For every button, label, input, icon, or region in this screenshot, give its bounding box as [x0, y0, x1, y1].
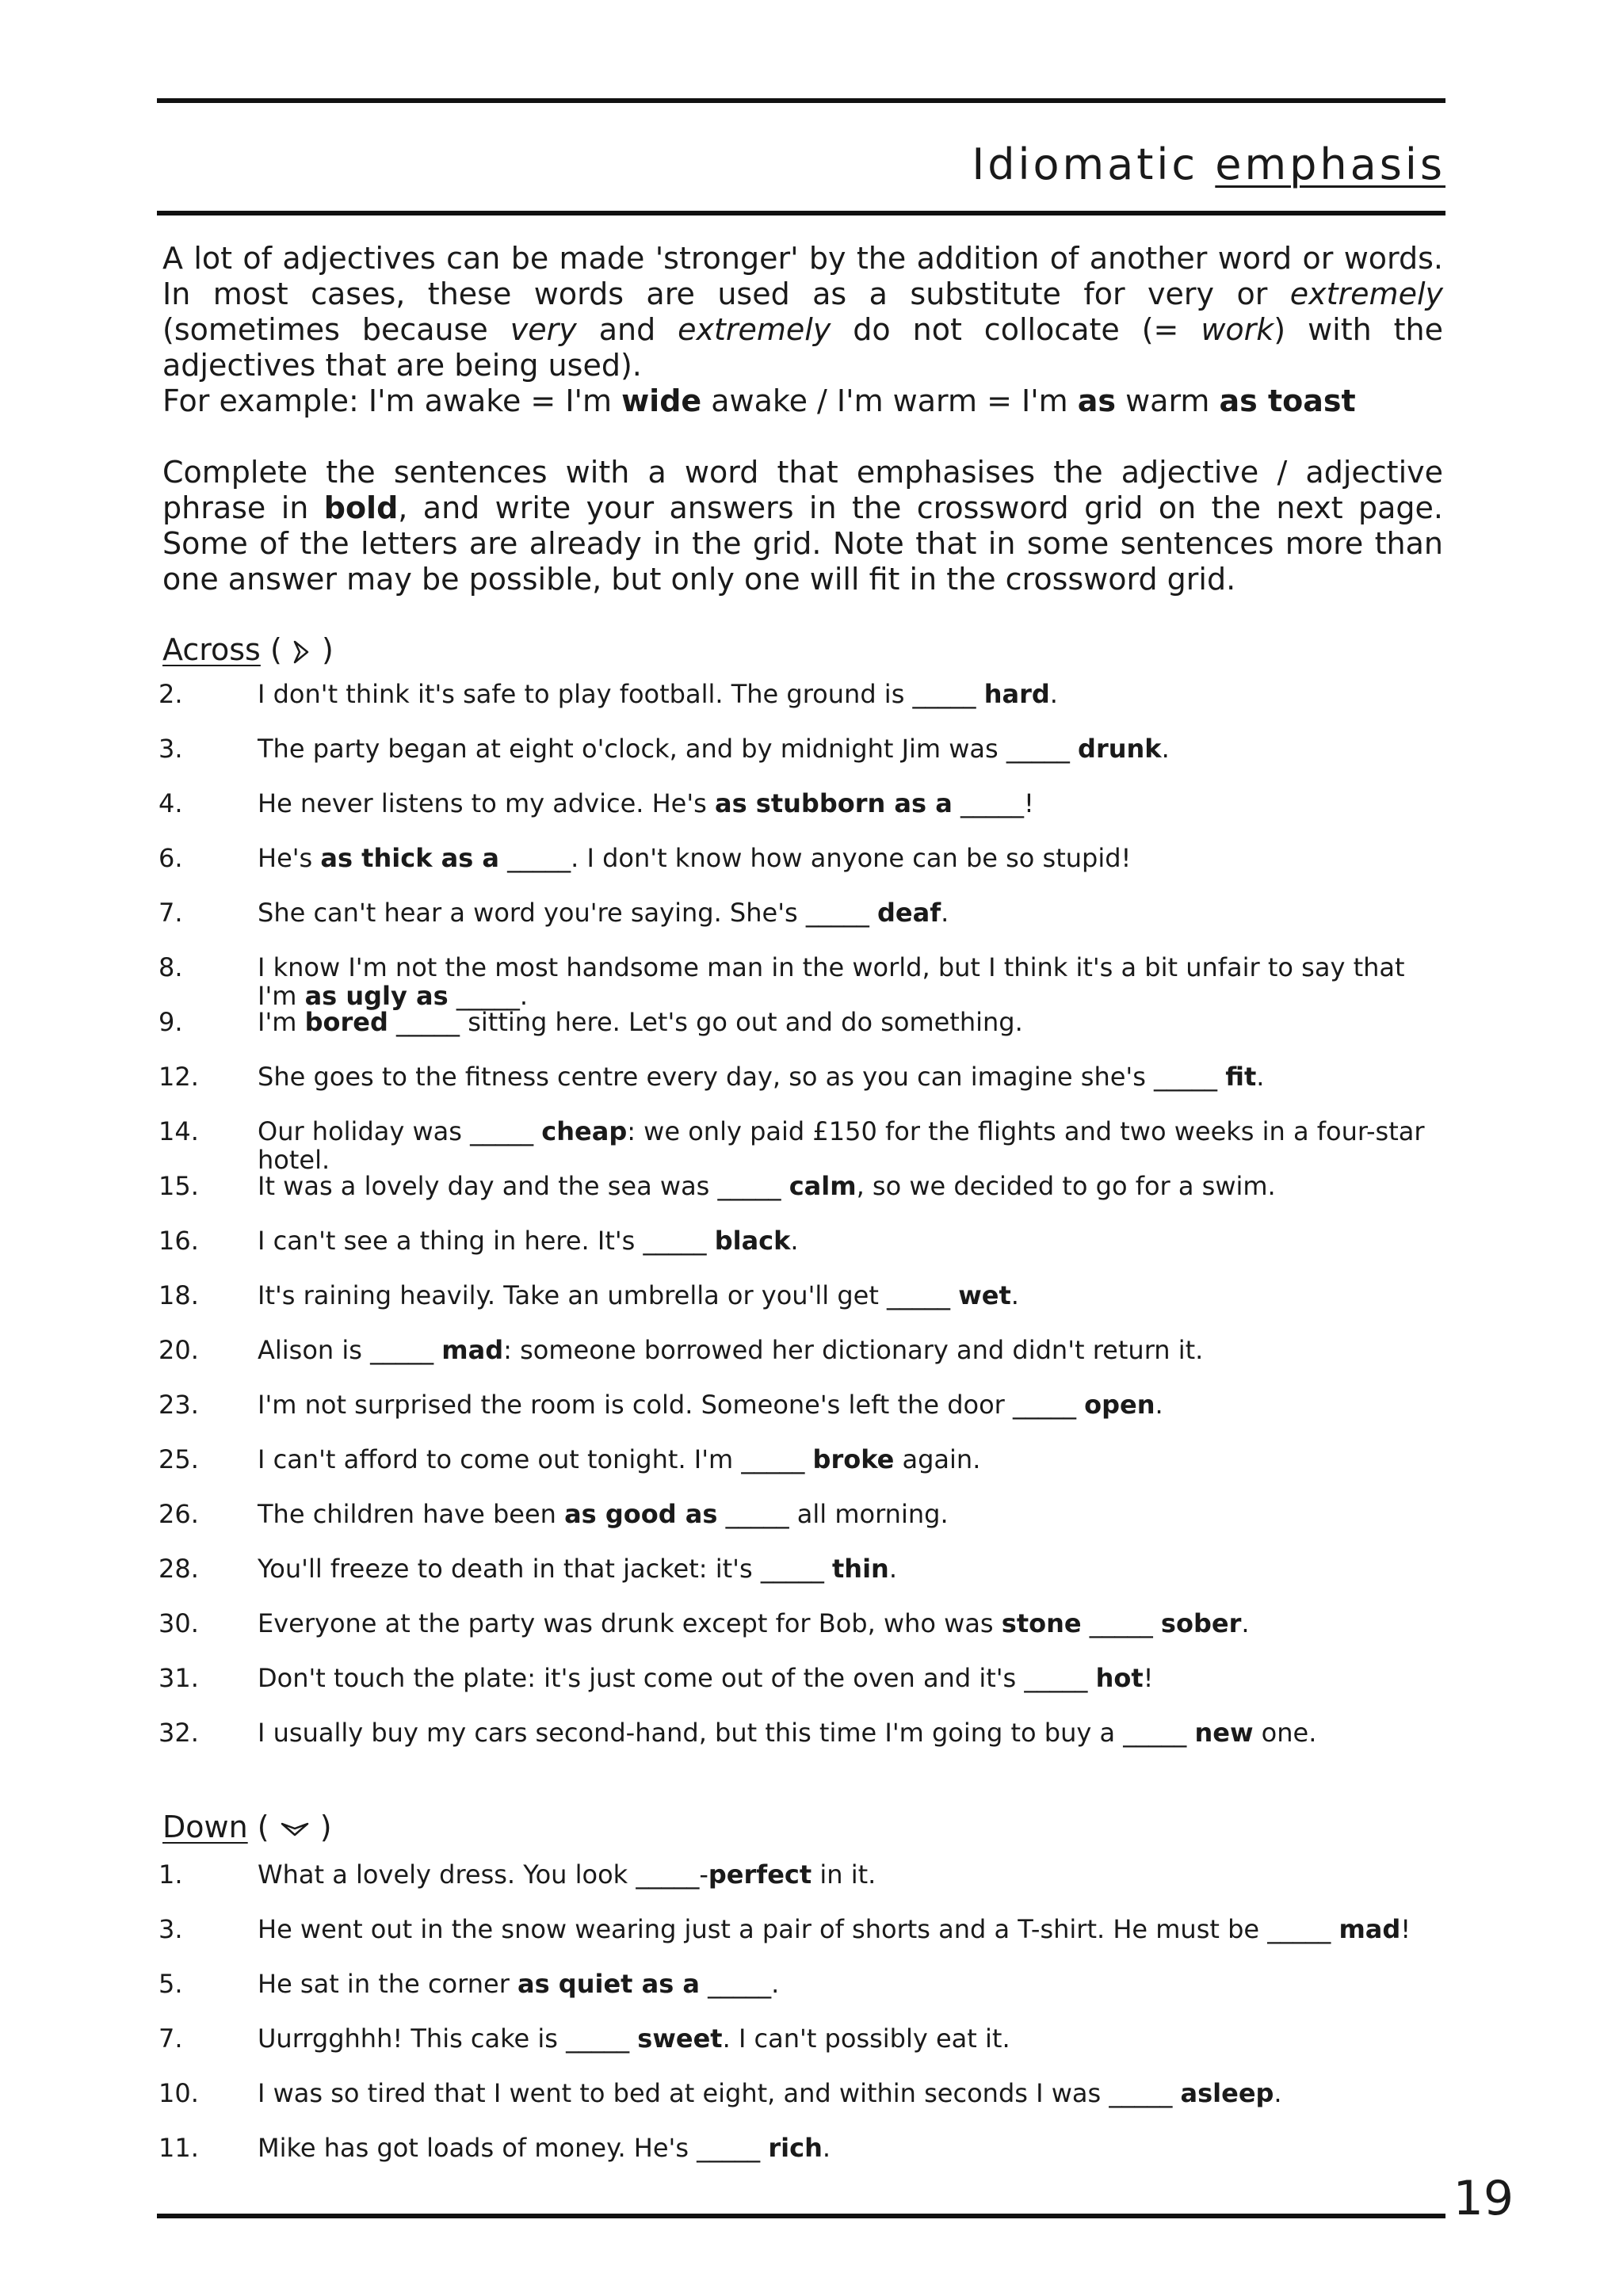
clue-item: [158, 1915, 1450, 1943]
text-run: _____.: [699, 1969, 780, 1999]
top-rule: [157, 98, 1445, 103]
bold-text: wet: [958, 1280, 1011, 1310]
italic-text: extremely: [678, 312, 831, 347]
bold-text: thin: [831, 1554, 889, 1584]
text-run: !: [1400, 1914, 1411, 1944]
title-emphasis: emphasis: [1215, 139, 1445, 189]
title-rule: [157, 211, 1445, 215]
clue-text: [258, 1500, 1450, 1528]
bold-text: as ugly as: [304, 981, 449, 1011]
clue-text: [258, 1062, 1450, 1091]
clue-number: 23.: [158, 1390, 199, 1420]
clue-item: [158, 1860, 1450, 1889]
clue-item: [158, 1609, 1450, 1638]
italic-text: work: [1201, 312, 1274, 347]
page-title: [972, 139, 1445, 189]
bold-text: drunk: [1078, 734, 1162, 764]
clue-text: [258, 1718, 1450, 1747]
text-run: What a lovely dress. You look _____-: [258, 1859, 708, 1890]
text-run: I can't afford to come out tonight. I'm _____: [258, 1444, 813, 1474]
text-run: Don't touch the plate: it's just come out of the oven and it's _____: [258, 1663, 1096, 1693]
text-run: warm: [1116, 383, 1220, 418]
bold-text: as quiet as a: [517, 1969, 700, 1999]
page-number: 19: [1453, 2171, 1514, 2226]
clue-number: 12.: [158, 1062, 199, 1092]
bold-text: open: [1084, 1390, 1155, 1420]
clue-text: [258, 680, 1450, 708]
clue-text: [258, 1445, 1450, 1474]
text-run: _____!: [952, 788, 1034, 818]
clue-number: 3.: [158, 1914, 183, 1944]
text-run: do not collocate (=: [831, 312, 1201, 347]
bold-text: deaf: [877, 898, 941, 928]
clue-text: [258, 1008, 1450, 1036]
bold-text: as toast: [1219, 383, 1356, 418]
text-run: Everyone at the party was drunk except for Bob, who was: [258, 1608, 1002, 1638]
text-run: .: [1256, 1062, 1265, 1092]
clue-text: [258, 1609, 1450, 1638]
text-run: again.: [894, 1444, 981, 1474]
bold-text: bored: [304, 1007, 388, 1037]
clue-item: [158, 898, 1450, 927]
clue-item: [158, 1500, 1450, 1528]
text-run: .: [790, 1226, 799, 1256]
text-run: The party began at eight o'clock, and by midnight Jim was _____: [258, 734, 1079, 764]
bold-text: as: [1077, 383, 1117, 418]
text-run: Alison is _____: [258, 1335, 442, 1365]
text-run: Our holiday was _____: [258, 1116, 542, 1146]
bold-text: black: [714, 1226, 791, 1256]
clue-number: 30.: [158, 1608, 199, 1638]
text-run: in it.: [812, 1859, 876, 1890]
text-run: one.: [1253, 1718, 1317, 1748]
down-arrow-icon: [279, 1817, 311, 1841]
text-run: He's: [258, 843, 321, 873]
text-run: .: [888, 1554, 897, 1584]
bold-text: rich: [768, 2133, 823, 2163]
bold-text: broke: [812, 1444, 895, 1474]
bold-text: perfect: [708, 1859, 812, 1890]
clue-number: 10.: [158, 2078, 199, 2108]
bold-text: as stubborn as a: [715, 788, 953, 818]
clue-number: 14.: [158, 1116, 199, 1146]
across-paren-open: (: [269, 632, 282, 667]
down-heading: [162, 1810, 332, 1844]
clue-text: [258, 844, 1450, 872]
clue-text: [258, 1336, 1450, 1364]
clue-number: 3.: [158, 734, 183, 764]
text-run: He went out in the snow wearing just a pair of shorts and a T-shirt. He must be _____: [258, 1914, 1339, 1944]
text-run: You'll freeze to death in that jacket: it's _____: [258, 1554, 832, 1584]
instructions-paragraph: [162, 455, 1443, 597]
text-run: I was so tired that I went to bed at eight, and within seconds I was _____: [258, 2078, 1181, 2108]
bold-text: sober: [1160, 1608, 1242, 1638]
clue-number: 31.: [158, 1663, 199, 1693]
clue-text: [258, 1915, 1450, 1943]
clue-number: 4.: [158, 788, 183, 818]
text-run: I don't think it's safe to play football. The ground is _____: [258, 679, 984, 709]
bold-text: hard: [983, 679, 1050, 709]
clue-text: [258, 953, 1450, 1010]
clue-item: [158, 1281, 1450, 1310]
text-run: I know I'm not the most handsome man in the world, but I think it's a bit unfair to say that I'm: [258, 952, 1405, 1011]
text-run: awake / I'm warm = I'm: [701, 383, 1078, 418]
bold-text: calm: [789, 1171, 857, 1201]
clue-number: 6.: [158, 843, 183, 873]
title-plain: Idiomatic: [972, 139, 1199, 189]
bold-text: as thick as a: [320, 843, 499, 873]
clue-item: [158, 844, 1450, 872]
clue-number: 26.: [158, 1499, 199, 1529]
text-run: I usually buy my cars second-hand, but this time I'm going to buy a _____: [258, 1718, 1195, 1748]
text-run: I'm not surprised the room is cold. Someone's left the door _____: [258, 1390, 1085, 1420]
text-run: Mike has got loads of money. He's _____: [258, 2133, 769, 2163]
clue-text: [258, 734, 1450, 763]
clue-item: [158, 2134, 1450, 2162]
text-run: _____: [1081, 1608, 1161, 1638]
clue-item: [158, 953, 1450, 1010]
text-run: : someone borrowed her dictionary and didn't return it.: [503, 1335, 1204, 1365]
clue-text: [258, 2134, 1450, 2162]
clue-text: [258, 1554, 1450, 1583]
text-run: A lot of adjectives can be made 'stronger' by the addition of another word or words. In most cases, these words are used as a substitute for very or: [162, 241, 1443, 311]
clue-item: [158, 1554, 1450, 1583]
bold-text: cheap: [541, 1116, 628, 1146]
right-arrow-icon: [292, 639, 312, 666]
text-run: She can't hear a word you're saying. She's _____: [258, 898, 878, 928]
clue-item: [158, 680, 1450, 708]
clue-text: [258, 1226, 1450, 1255]
bold-text: mad: [1338, 1914, 1401, 1944]
text-run: Uurrgghhh! This cake is _____: [258, 2023, 638, 2054]
clue-number: 8.: [158, 952, 183, 982]
down-paren-open: (: [257, 1810, 269, 1844]
bold-text: asleep: [1180, 2078, 1274, 2108]
bold-text: stone: [1001, 1608, 1082, 1638]
text-run: It was a lovely day and the sea was _____: [258, 1171, 789, 1201]
text-run: ) with the adjectives that are being used).: [162, 312, 1443, 383]
down-paren-close: ): [319, 1810, 332, 1844]
text-run: .: [1161, 734, 1170, 764]
clue-item: [158, 2079, 1450, 2107]
bold-text: as good as: [564, 1499, 718, 1529]
clue-number: 32.: [158, 1718, 199, 1748]
clue-number: 11.: [158, 2133, 199, 2163]
text-run: , and write your answers in the crossword grid on the next page. Some of the letters are already in the grid. Note that in some sentences more than one answer may be possible, but only one will fit in the crossword grid.: [162, 490, 1443, 597]
clue-text: [258, 2079, 1450, 2107]
clue-text: [258, 789, 1450, 818]
text-run: : we only paid £150 for the flights and two weeks in a four-star hotel.: [258, 1116, 1425, 1175]
clue-item: [158, 1445, 1450, 1474]
clue-number: 16.: [158, 1226, 199, 1256]
bottom-rule: [157, 2214, 1445, 2218]
clue-item: [158, 1390, 1450, 1419]
clue-item: [158, 789, 1450, 818]
clue-text: [258, 1860, 1450, 1889]
text-run: . I can't possibly eat it.: [722, 2023, 1010, 2054]
text-run: .: [1241, 1608, 1250, 1638]
clue-text: [258, 1970, 1450, 1998]
text-run: He sat in the corner: [258, 1969, 518, 1999]
bold-text: sweet: [637, 2023, 723, 2054]
text-run: The children have been: [258, 1499, 565, 1529]
text-run: .: [822, 2133, 831, 2163]
clue-item: [158, 1062, 1450, 1091]
text-run: She goes to the fitness centre every day, so as you can imagine she's _____: [258, 1062, 1226, 1092]
text-run: _____.: [448, 981, 528, 1011]
clue-number: 7.: [158, 2023, 183, 2054]
clue-item: [158, 1970, 1450, 1998]
clue-text: [258, 1117, 1450, 1174]
clue-item: [158, 2024, 1450, 2053]
bold-text: wide: [621, 383, 702, 418]
clue-item: [158, 1008, 1450, 1036]
clue-number: 15.: [158, 1171, 199, 1201]
clue-number: 2.: [158, 679, 183, 709]
text-run: .: [1049, 679, 1058, 709]
text-run: He never listens to my advice. He's: [258, 788, 715, 818]
text-run: !: [1143, 1663, 1154, 1693]
clue-item: [158, 1718, 1450, 1747]
text-run: .: [1010, 1280, 1019, 1310]
text-run: and: [576, 312, 678, 347]
clue-number: 20.: [158, 1335, 199, 1365]
text-run: .: [1155, 1390, 1163, 1420]
text-run: (sometimes because: [162, 312, 510, 347]
text-run: .: [941, 898, 949, 928]
text-run: .: [1274, 2078, 1282, 2108]
text-run: , so we decided to go for a swim.: [856, 1171, 1276, 1201]
clue-item: [158, 1172, 1450, 1200]
clue-text: [258, 1390, 1450, 1419]
clue-item: [158, 1226, 1450, 1255]
clue-number: 28.: [158, 1554, 199, 1584]
bold-text: bold: [323, 490, 399, 525]
clue-number: 7.: [158, 898, 183, 928]
clue-text: [258, 1664, 1450, 1692]
text-run: _____ all morning.: [717, 1499, 949, 1529]
bold-text: hot: [1095, 1663, 1144, 1693]
across-heading: [162, 632, 334, 667]
clue-number: 18.: [158, 1280, 199, 1310]
example-paragraph: [162, 383, 1443, 419]
clue-number: 1.: [158, 1859, 183, 1890]
clue-number: 9.: [158, 1007, 183, 1037]
bold-text: mad: [441, 1335, 504, 1365]
clue-item: [158, 1336, 1450, 1364]
clue-item: [158, 734, 1450, 763]
down-label: Down: [162, 1810, 248, 1844]
across-paren-close: ): [321, 632, 334, 667]
text-run: I'm: [258, 1007, 305, 1037]
text-run: For example: I'm awake = I'm: [162, 383, 622, 418]
intro-paragraph: [162, 241, 1443, 383]
italic-text: very: [510, 312, 577, 347]
clue-text: [258, 898, 1450, 927]
clue-item: [158, 1664, 1450, 1692]
clue-text: [258, 2024, 1450, 2053]
italic-text: extremely: [1289, 277, 1443, 311]
across-label: Across: [162, 632, 261, 667]
clue-text: [258, 1281, 1450, 1310]
bold-text: new: [1194, 1718, 1254, 1748]
bold-text: fit: [1225, 1062, 1257, 1092]
clue-number: 25.: [158, 1444, 199, 1474]
text-run: Complete the sentences with a word that emphasises the adjective / adjective phrase in: [162, 455, 1443, 525]
clue-number: 5.: [158, 1969, 183, 1999]
text-run: It's raining heavily. Take an umbrella or you'll get _____: [258, 1280, 959, 1310]
clue-item: [158, 1117, 1450, 1174]
text-run: I can't see a thing in here. It's _____: [258, 1226, 715, 1256]
clue-text: [258, 1172, 1450, 1200]
text-run: _____. I don't know how anyone can be so stupid!: [498, 843, 1132, 873]
text-run: _____ sitting here. Let's go out and do something.: [388, 1007, 1023, 1037]
